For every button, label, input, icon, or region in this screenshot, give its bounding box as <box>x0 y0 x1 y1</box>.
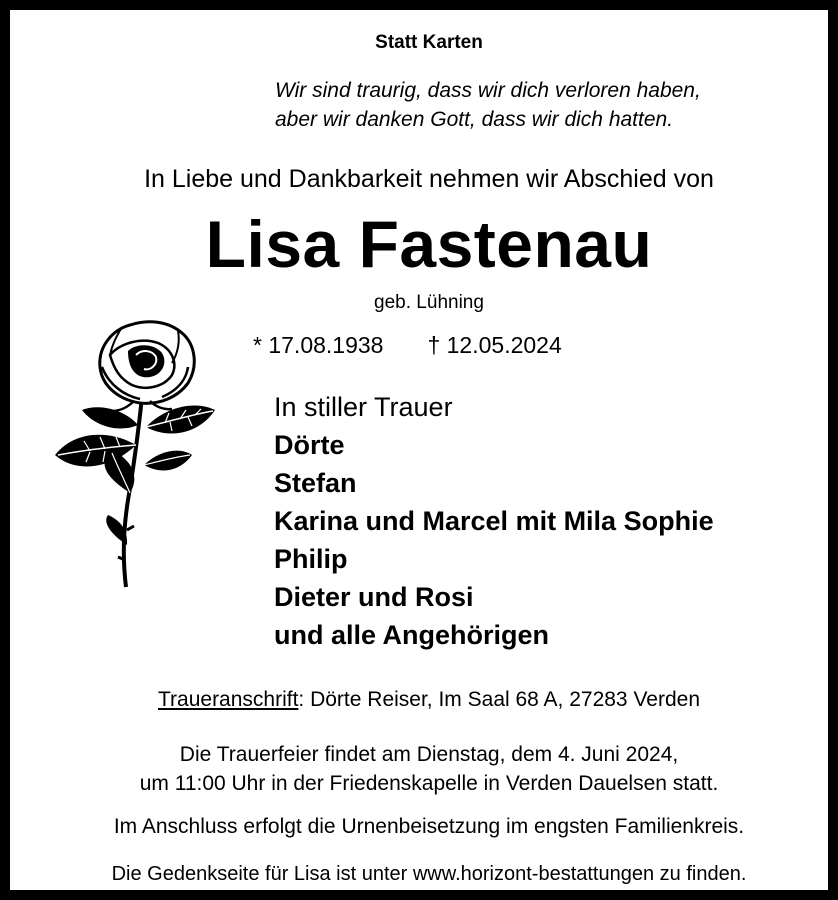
verse-line: Wir sind traurig, dass wir dich verloren haben, <box>275 79 701 102</box>
mourner-name: Dörte <box>274 430 345 460</box>
mourner-name: und alle Angehörigen <box>274 620 550 650</box>
address-text: : Dörte Reiser, Im Saal 68 A, 27283 Verden <box>298 688 700 711</box>
heading: Statt Karten <box>375 32 483 53</box>
mourner-name: Philip <box>274 544 348 574</box>
ceremony-line: Die Trauerfeier findet am Dienstag, dem 4. Juni 2024, <box>179 743 679 766</box>
deceased-name: Lisa Fastenau <box>205 207 653 281</box>
mourners-block <box>274 388 714 654</box>
death-date: † 12.05.2024 <box>427 332 562 358</box>
memorial-page-info: Die Gedenkseite für Lisa ist unter www.horizont-bestattungen zu finden. <box>111 863 747 885</box>
ceremony-info <box>10 740 838 798</box>
life-dates <box>253 332 562 359</box>
birth-name: geb. Lühning <box>374 292 484 313</box>
mourner-name: Dieter und Rosi <box>274 582 474 612</box>
burial-info: Im Anschluss erfolgt die Urnenbeisetzung im engsten Familienkreis. <box>113 815 745 838</box>
mourners-intro: In stiller Trauer <box>274 392 453 422</box>
mourner-name: Stefan <box>274 468 357 498</box>
verse <box>275 76 701 134</box>
rose-icon <box>50 315 220 595</box>
ceremony-line: um 11:00 Uhr in der Friedenskapelle in Verden Dauelsen statt. <box>139 772 719 795</box>
mourner-name: Karina und Marcel mit Mila Sophie <box>274 506 714 536</box>
verse-line: aber wir danken Gott, dass wir dich hatten. <box>275 108 674 131</box>
intro-text: In Liebe und Dankbarkeit nehmen wir Abschied von <box>144 165 714 193</box>
address-label: Traueranschrift <box>157 688 299 711</box>
birth-date: * 17.08.1938 <box>253 332 384 358</box>
mourning-address <box>10 688 838 712</box>
